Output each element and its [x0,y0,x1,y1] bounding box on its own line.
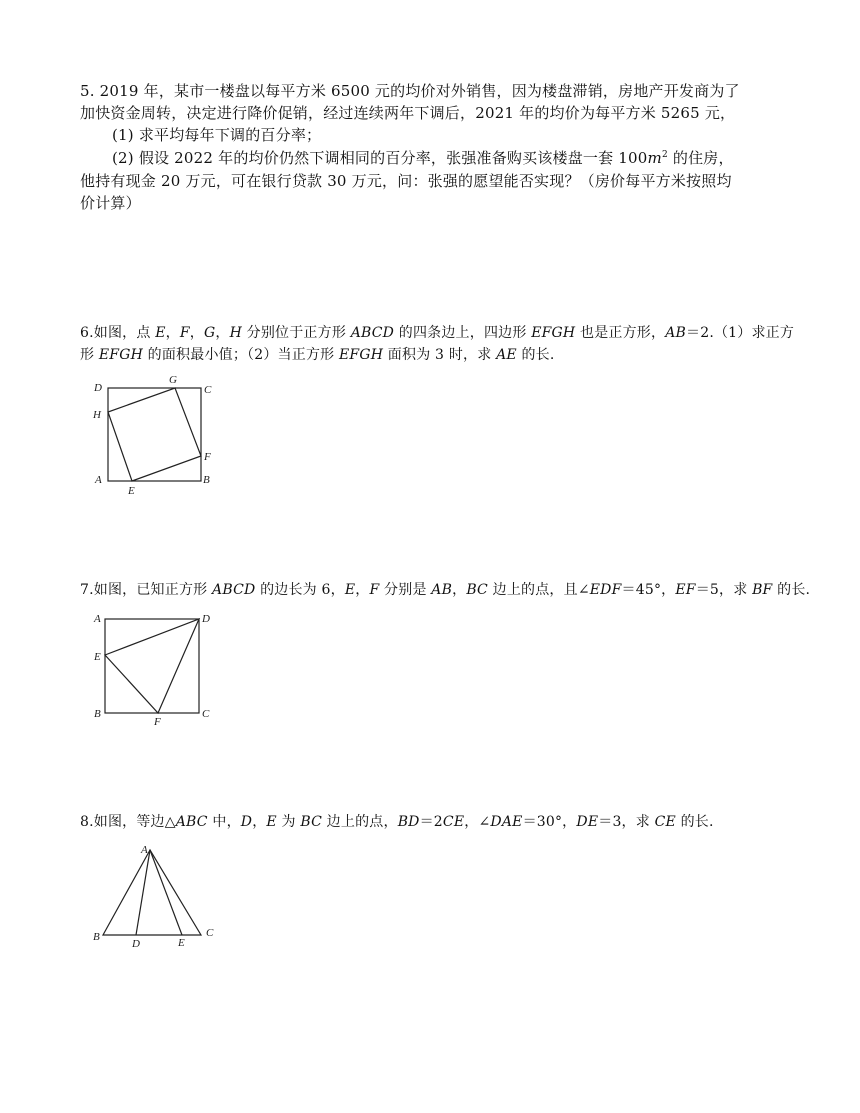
q6-figure [90,372,220,502]
q8-text: 8.如图，等边△ [80,814,176,830]
q6-text: 也是正方形， [575,325,666,341]
q8-var: DAE [490,814,523,830]
q6-text: 分别位于正方形 [241,325,351,341]
q7-text: ＝45°， [621,582,676,598]
q7-label-B: B [94,708,101,720]
q8-line-1 [80,811,714,833]
q6-text: 的四条边上，四边形 [394,325,532,341]
q6-label-C: C [204,384,212,396]
q8-var: CE [654,814,676,830]
q7-square [105,619,199,713]
q8-label-E: E [178,937,185,949]
q6-var: EFGH [339,347,384,363]
q8-figure [88,840,228,955]
q6-var: H [229,325,242,341]
q8-text: ＝2 [419,814,443,830]
q8-triangle-ABC [103,850,201,935]
q7-var: F [369,582,380,598]
q6-text: 形 [80,347,99,363]
q6-line-1 [80,322,794,344]
q6-text: ， [215,325,230,341]
q7-var: EDF [589,582,622,598]
q5-part-2-text-b: 的住房， [667,149,734,167]
q7-var: ABCD [212,582,256,598]
q7-label-F: F [154,716,161,728]
q6-label-E: E [128,485,135,497]
q5-unit-exponent: 2 [661,150,668,160]
q6-var: ABCD [350,325,395,341]
q7-var: BC [466,582,488,598]
q7-text: 的边长为 6， [255,582,345,598]
q7-text: 分别是 [379,582,432,598]
q5-part-2 [112,147,734,169]
q6-var: AE [496,347,517,363]
q5-line-5: 他持有现金 20 万元，可在银行贷款 30 万元，问：张强的愿望能否实现？（房价每平方米按照均 [80,172,732,190]
q6-text: ＝2.（1）求正方 [686,325,795,341]
q6-var: F [179,325,190,341]
q6-var: EFGH [531,325,576,341]
q6-text: ， [189,325,204,341]
q8-var: ABC [175,814,208,830]
q8-var: E [266,814,277,830]
q7-line-1 [80,579,810,601]
q8-segment-AE [150,850,182,935]
q7-var: AB [431,582,453,598]
q8-var: BD [397,814,420,830]
q6-outer-square [108,388,201,481]
q8-label-B: B [93,931,100,943]
q8-var: CE [442,814,465,830]
q8-text: ＝3，求 [598,814,655,830]
q8-text: ＝30°， [522,814,577,830]
q7-label-A: A [94,613,101,625]
q6-label-F: F [204,451,211,463]
q6-text: 面积为 3 时，求 [383,347,497,363]
q7-label-D: D [202,613,210,625]
q6-text: 6.如图，点 [80,325,156,341]
q6-label-G: G [169,374,177,386]
q6-label-H: H [93,409,101,421]
q8-text: ，∠ [464,814,491,830]
q7-text: ， [452,582,467,598]
q5-part-1: (1) 求平均每年下调的百分率； [112,126,322,144]
q7-label-E: E [94,651,101,663]
q8-text: 为 [276,814,301,830]
q6-text: 的长. [516,347,555,363]
q7-text: 边上的点，且∠ [487,582,590,598]
q6-label-B: B [203,474,210,486]
q8-text: 的长. [675,814,714,830]
q8-text: ， [252,814,267,830]
q6-text: 的面积最小值；（2）当正方形 [143,347,340,363]
q7-text: 的长. [772,582,811,598]
q6-label-A: A [95,474,102,486]
q8-var: BC [300,814,323,830]
q5-line-2: 加快资金周转，决定进行降价促销，经过连续两年下调后，2021 年的均价为每平方米 5265 元， [80,104,736,122]
q8-label-C: C [206,927,214,939]
q7-triangle-EDF [105,619,199,713]
q8-text: 边上的点， [322,814,398,830]
q7-text: ＝5，求 [695,582,753,598]
q5-line-6: 价计算） [80,194,141,212]
q6-var: EFGH [98,347,143,363]
q6-inner-square [108,388,201,481]
q8-label-A: A [141,844,148,856]
q5-line-1: 5. 2019 年，某市一楼盘以每平方米 6500 元的均价对外销售，因为楼盘滞销，房地产开发商为了 [80,82,740,100]
q8-var: DE [576,814,599,830]
q7-label-C: C [202,708,210,720]
q7-text: ， [355,582,370,598]
q5-unit: m [647,149,662,167]
q7-text: 7.如图，已知正方形 [80,582,213,598]
q6-line-2 [80,344,555,366]
q7-var: EF [675,582,696,598]
q8-var: D [240,814,253,830]
q8-label-D: D [132,938,140,950]
q7-var: BF [752,582,773,598]
q7-var: E [344,582,356,598]
q6-var: AB [665,325,687,341]
q5-part-2-text-a: (2) 假设 2022 年的均价仍然下调相同的百分率，张强准备购买该楼盘一套 100 [112,149,648,167]
q6-label-D: D [94,382,102,394]
q8-text: 中， [207,814,241,830]
q7-figure [90,608,220,728]
q6-text: ， [165,325,180,341]
q6-var: G [203,325,216,341]
q6-var: E [155,325,166,341]
